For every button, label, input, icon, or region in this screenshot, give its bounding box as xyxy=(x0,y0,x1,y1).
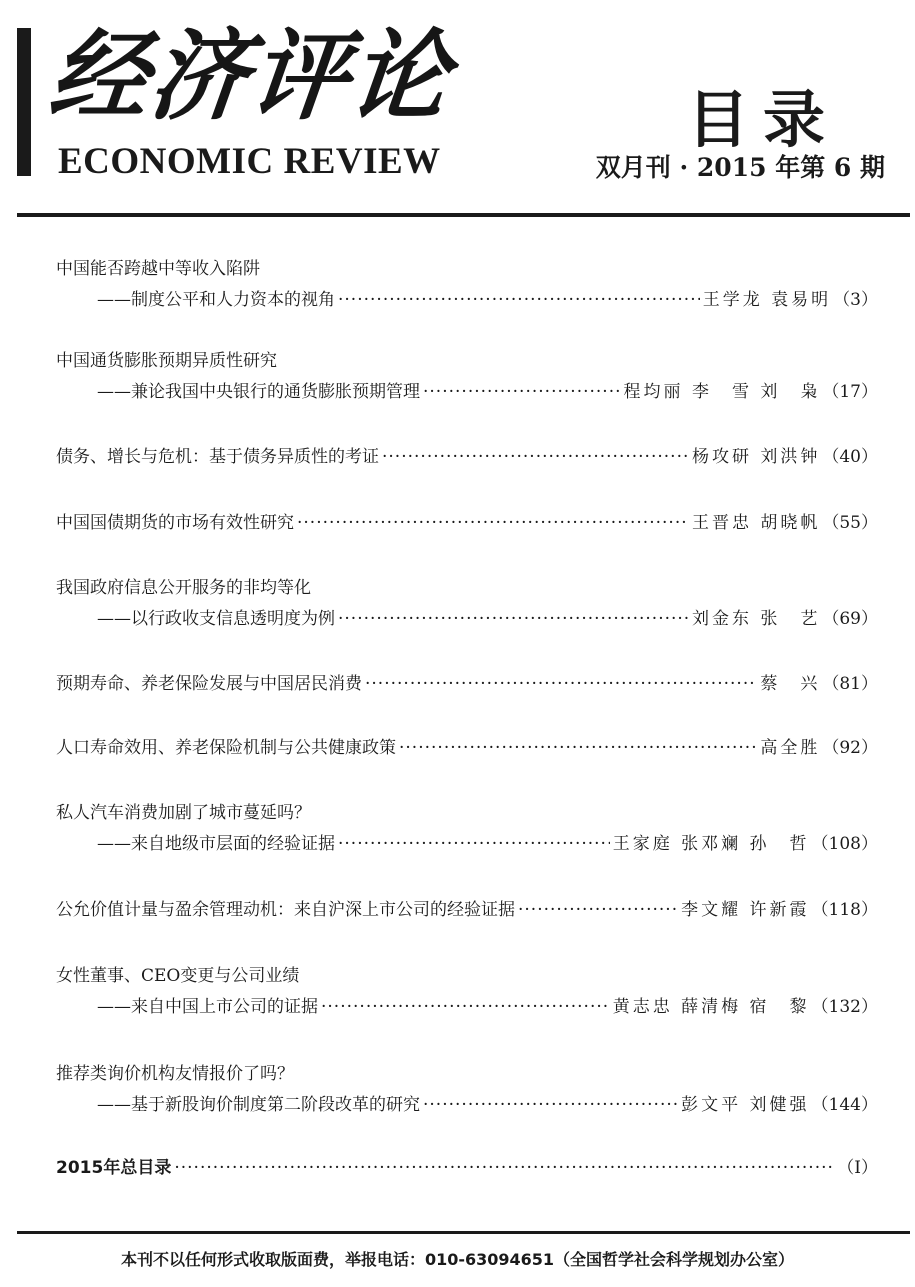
page-number: （69） xyxy=(822,609,878,629)
article-authors: 蔡 兴 xyxy=(760,674,821,694)
dot-leader xyxy=(338,831,610,857)
toc-entry-row xyxy=(56,510,878,536)
toc-entry-row xyxy=(56,444,878,470)
article-authors: 黄志忠 薛清梅 宿 黎 xyxy=(612,997,810,1017)
dot-leader xyxy=(338,287,700,313)
page-number: （92） xyxy=(822,738,878,758)
article-title: 债务、增长与危机：基于债务异质性的考证 xyxy=(56,447,379,467)
article-title: 私人汽车消费加剧了城市蔓延吗？ xyxy=(56,803,311,823)
dot-leader xyxy=(174,1155,832,1181)
article-title: 推荐类询价机构友情报价了吗？ xyxy=(56,1064,294,1084)
article-authors: 李文耀 许新霞 xyxy=(681,900,810,920)
article-subtitle: ——来自中国上市公司的证据 xyxy=(97,997,318,1017)
page-number: （Ⅰ） xyxy=(837,1158,878,1178)
article-authors: 王家庭 张邓斓 孙 哲 xyxy=(612,834,810,854)
dot-leader xyxy=(399,735,757,761)
bottom-divider xyxy=(17,1231,910,1234)
article-subtitle: ——来自地级市层面的经验证据 xyxy=(97,834,335,854)
page-number: （108） xyxy=(811,834,878,854)
article-authors: 杨攻研 刘洪钟 xyxy=(691,447,821,467)
article-title: 中国通货膨胀预期异质性研究 xyxy=(56,351,277,371)
dot-leader xyxy=(338,606,689,632)
dot-leader xyxy=(423,1092,678,1118)
article-title: 人口寿命效用、养老保险机制与公共健康政策 xyxy=(56,738,396,758)
page-number: （17） xyxy=(822,382,878,402)
page-number: （132） xyxy=(811,997,878,1017)
toc-entry-row xyxy=(56,1155,878,1181)
article-subtitle: ——制度公平和人力资本的视角 xyxy=(97,290,335,310)
dot-leader xyxy=(423,379,621,405)
toc-subtitle-row xyxy=(97,606,878,632)
article-authors: 王晋忠 胡晓帆 xyxy=(691,513,821,533)
article-title: 中国国债期货的市场有效性研究 xyxy=(56,513,294,533)
page-number: （40） xyxy=(822,447,878,467)
dot-leader xyxy=(321,994,610,1020)
toc-entry-row xyxy=(56,671,878,697)
journal-logo-chinese: 经济评论 xyxy=(44,19,457,134)
article-subtitle: ——基于新股询价制度第二阶段改革的研究 xyxy=(97,1095,420,1115)
toc-entry-row xyxy=(56,897,878,923)
article-title: 我国政府信息公开服务的非均等化 xyxy=(56,578,311,598)
article-authors: 刘金东 张 艺 xyxy=(691,609,821,629)
footer-notice: 本刊不以任何形式收取版面费，举报电话：010-63094651（全国哲学社会科学规划办公室） xyxy=(120,1250,795,1269)
page-number: （3） xyxy=(833,290,878,310)
annual-index-title: 2015年总目录 xyxy=(56,1158,172,1178)
dot-leader xyxy=(382,444,689,470)
toc-subtitle-row xyxy=(97,831,878,857)
page-number: （144） xyxy=(811,1095,878,1115)
toc-subtitle-row xyxy=(97,994,878,1020)
article-authors: 彭文平 刘健强 xyxy=(681,1095,810,1115)
article-subtitle: ——兼论我国中央银行的通货膨胀预期管理 xyxy=(97,382,420,402)
toc-entry-row xyxy=(56,735,878,761)
page-number: （118） xyxy=(811,900,878,920)
toc-subtitle-row xyxy=(97,379,878,405)
dot-leader xyxy=(518,897,678,923)
toc-title: 目录 xyxy=(686,83,839,156)
journal-logo-english: ECONOMIC REVIEW xyxy=(58,141,441,182)
article-title: 中国能否跨越中等收入陷阱 xyxy=(56,259,260,279)
toc-subtitle-row xyxy=(97,1092,878,1118)
page-number: （55） xyxy=(822,513,878,533)
article-subtitle: ——以行政收支信息透明度为例 xyxy=(97,609,335,629)
issue-info: 双月刊 · 2015 年第 6 期 xyxy=(595,153,885,182)
dot-leader xyxy=(297,510,689,536)
toc-subtitle-row xyxy=(97,287,878,313)
article-title: 公允价值计量与盈余管理动机：来自沪深上市公司的经验证据 xyxy=(56,900,515,920)
article-title: 女性董事、CEO变更与公司业绩 xyxy=(56,966,300,986)
article-title: 预期寿命、养老保险发展与中国居民消费 xyxy=(56,674,362,694)
article-authors: 高全胜 xyxy=(760,738,821,758)
article-authors: 程均丽 李 雪 刘 枭 xyxy=(623,382,821,402)
article-authors: 王学龙 袁易明 xyxy=(702,290,832,310)
dot-leader xyxy=(365,671,757,697)
page-number: （81） xyxy=(822,674,878,694)
